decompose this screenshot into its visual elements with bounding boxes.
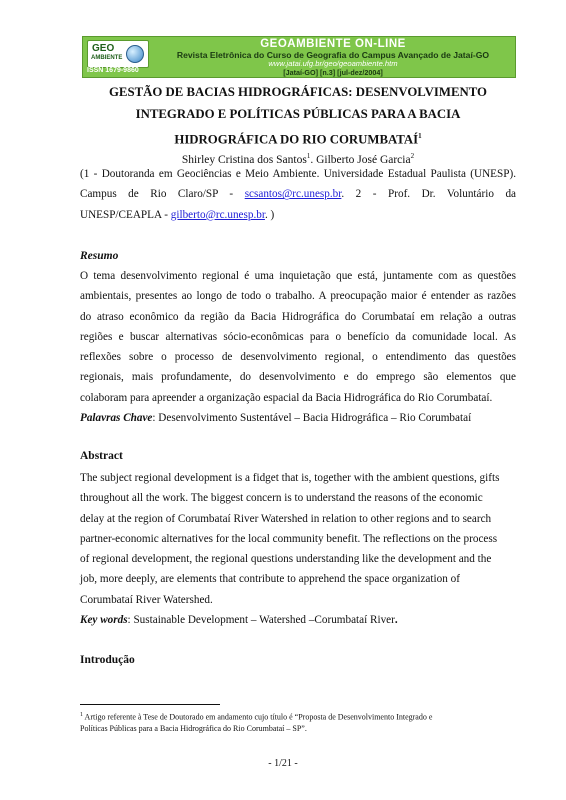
affiliation-line-2-end: . 2 - Prof. Dr. Voluntário da (341, 188, 516, 201)
abstract-line: throughout all the work. The biggest concern is to understand the reasons of the economic (80, 492, 483, 505)
resumo-line: O tema desenvolvimento regional é uma inquietação que está, juntamente com as questões (80, 270, 516, 282)
globe-icon (126, 45, 144, 63)
resumo-heading: Resumo (80, 250, 119, 262)
affiliation-line-1: (1 - Doutoranda em Geociências e Meio Ambiente. Universidade Estadual Paulista (UNESP). (80, 168, 516, 180)
abstract-line: job, more deeply, are elements that contribute to apprehend the space organization of (80, 573, 460, 586)
resumo-line: reflexões sobre o processo de desenvolvimento regional, o entendimento das questões (80, 351, 516, 364)
journal-banner (82, 36, 516, 78)
article-title-line-1: GESTÃO DE BACIAS HIDROGRÁFICAS: DESENVOLVIMENTO (108, 85, 488, 99)
issn: ISSN 1679-9860 (87, 67, 139, 74)
introducao-heading: Introdução (80, 654, 135, 666)
affiliation (80, 164, 516, 225)
author-2: Gilberto José Garcia (316, 153, 411, 166)
abstract-heading: Abstract (80, 450, 123, 462)
author-1: Shirley Cristina dos Santos (181, 153, 307, 166)
resumo-body (80, 266, 516, 428)
affiliation-line-3-end: . ) (264, 208, 275, 221)
resumo-line: do atraso econômico da região da Bacia Hidrográfica do Corumbataí em relação a outras (80, 310, 516, 323)
footnote-line-2: Políticas Públicas para a Bacia Hidrográfica do Rio Corumbataí – SP”. (80, 723, 307, 733)
email-link-1[interactable]: scsantos@rc.unesp.br (244, 188, 342, 201)
article-title-line-3 (80, 128, 516, 147)
affiliation-line-2 (80, 184, 516, 204)
affiliation-line-3 (80, 205, 516, 225)
journal-url: www.jatai.ufg.br/geo/geoambiente.htm (268, 59, 398, 68)
affiliation-line-2-start: Campus de Rio Claro/SP - (80, 188, 245, 201)
resumo-line: regiões e buscar alternativas sócio-econômicas para o benefício da comunidade local. As (80, 330, 516, 343)
journal-issue: [Jataí-GO] [n.3] [jul-dez/2004] (283, 68, 383, 77)
journal-logo (87, 40, 149, 68)
author-separator: . (310, 153, 317, 166)
key-words-label: Key words (80, 614, 128, 627)
palavras-chave-label: Palavras Chave (80, 412, 153, 425)
abstract-line: of regional development, the regional questions understanding like the development and the (80, 553, 492, 566)
abstract-line: partner-economic alternatives for the local community benefit. The reflections on the process (80, 532, 498, 545)
key-words (80, 610, 516, 630)
resumo-line: ambientais, presentes ao longo de todo o trabalho. A preocupação maior é entender as razões (80, 290, 516, 303)
title-footnote-mark: 1 (418, 132, 422, 140)
author-2-mark: 2 (410, 152, 415, 160)
resumo-line: regionais, mais profundamente, do desenvolvimento e do emprego são elementos que (80, 371, 516, 384)
author-1-mark: 1 (306, 152, 311, 160)
footnote-mark: 1 (80, 712, 83, 718)
article-title-line-2: INTEGRADO E POLÍTICAS PÚBLICAS PARA A BACIA (135, 107, 461, 121)
article-title-line-3-text: HIDROGRÁFICA DO RIO CORUMBATAÍ (174, 132, 419, 147)
logo-text: GEO (92, 43, 115, 54)
email-link-2[interactable]: gilberto@rc.unesp.br (170, 208, 265, 221)
journal-subtitle: Revista Eletrônica do Curso de Geografia do Campus Avançado de Jataí-GO (176, 50, 490, 60)
footnote (80, 710, 516, 734)
affiliation-line-3-start: UNESP/CEAPLA - (80, 208, 171, 221)
footnote-line-1-text: Artigo referente à Tese de Doutorado em andamento cujo título é “Proposta de Desenvolvimento Integrado e (83, 712, 433, 722)
palavras-chave (80, 408, 516, 428)
footnote-rule (80, 704, 220, 705)
palavras-chave-text: : Desenvolvimento Sustentável – Bacia Hidrográfica – Rio Corumbataí (152, 412, 472, 425)
abstract-line: Corumbataí River Watershed. (80, 593, 213, 606)
footnote-line-1 (80, 710, 516, 723)
page-number: - 1/21 - (268, 758, 298, 769)
abstract-body (80, 468, 516, 630)
logo-subtext: AMBIENTE (91, 55, 123, 61)
key-words-end: . (394, 614, 398, 627)
abstract-line: delay at the region of Corumbataí River Watershed in relation to other regions and to search (80, 512, 492, 525)
resumo-line: colaboram para apreender a organização espacial da Bacia Hidrográfica do Rio Corumbataí. (80, 391, 493, 404)
key-words-text: : Sustainable Development – Watershed –Corumbataí River (127, 614, 395, 627)
journal-title: GEOAMBIENTE ON-LINE (260, 38, 406, 50)
abstract-line: The subject regional development is a fidget that is, together with the ambient questions, gifts (80, 472, 500, 484)
